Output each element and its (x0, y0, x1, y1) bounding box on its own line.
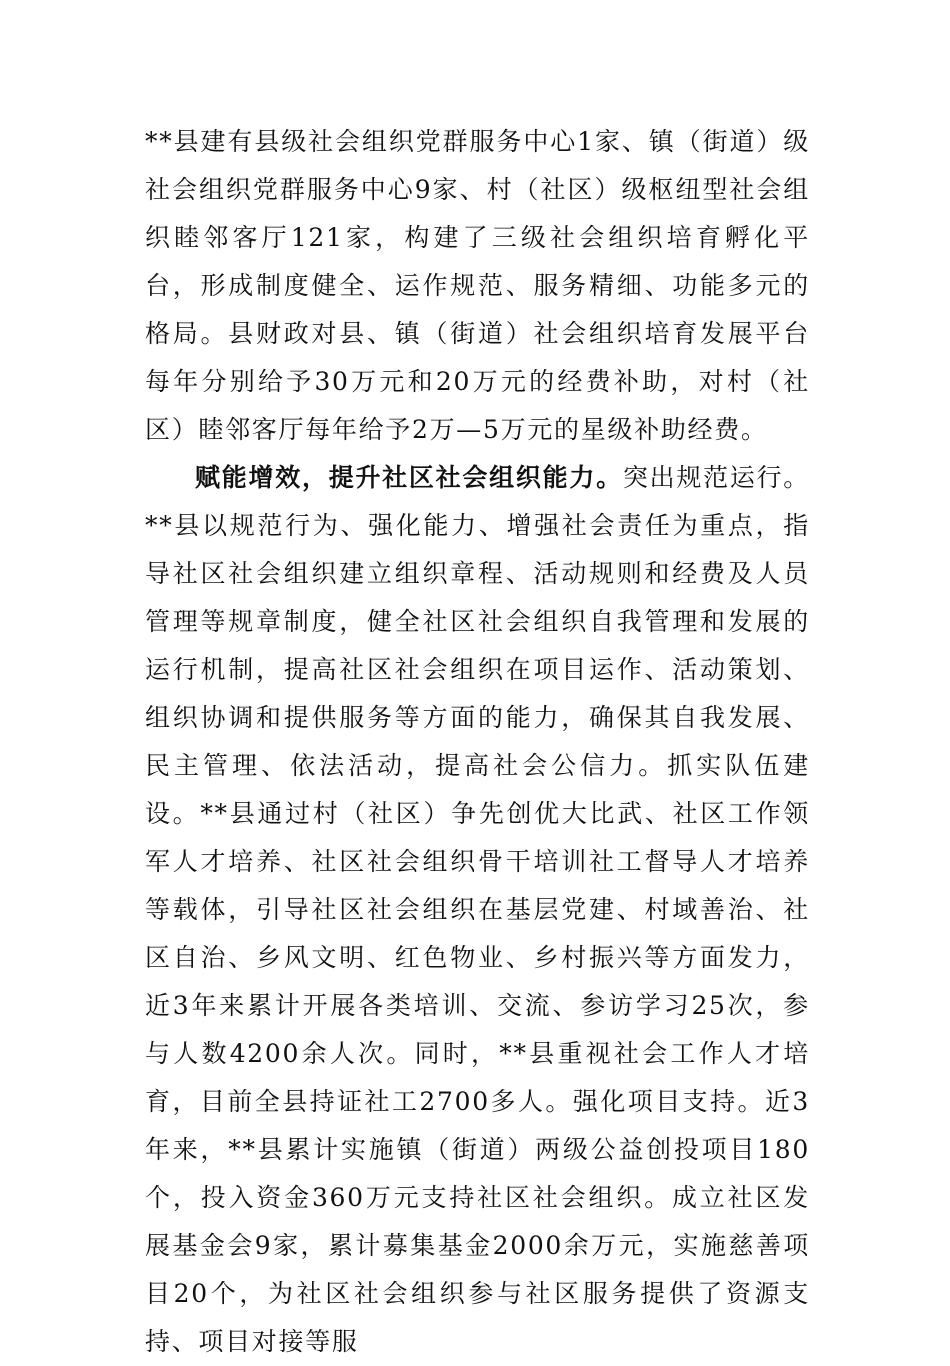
paragraph-empowerment (145, 454, 810, 1366)
document-body (145, 118, 810, 1366)
paragraph-platforms: **县建有县级社会组织党群服务中心1家、镇（街道）级社会组织党群服务中心9家、村（社区）级枢纽型社会组织睦邻客厅121家，构建了三级社会组织培育孵化平台，形成制度健全、运作规范、服务精细、功能多元的格局。县财政对县、镇（街道）社会组织培育发展平台每年分别给予30万元和20万元的经费补助，对村（社区）睦邻客厅每年给予2万—5万元的星级补助经费。 (145, 127, 810, 444)
paragraph-body-text: 突出规范运行。**县以规范行为、强化能力、增强社会责任为重点，指导社区社会组织建立组织章程、活动规则和经费及人员管理等规章制度，健全社区社会组织自我管理和发展的运行机制，提高社区社会组织在项目运作、活动策划、组织协调和提供服务等方面的能力，确保其自我发展、民主管理、依法活动，提高社会公信力。抓实队伍建设。**县通过村（社区）争先创优大比武、社区工作领军人才培养、社区社会组织骨干培训社工督导人才培养等载体，引导社区社会组织在基层党建、村域善治、社区自治、乡风文明、红色物业、乡村振兴等方面发力，近3年来累计开展各类培训、交流、参访学习25次，参与人数4200余人次。同时，**县重视社会工作人才培育，目前全县持证社工2700多人。强化项目支持。近3年来，**县累计实施镇（街道）两级公益创投项目180个，投入资金360万元支持社区社会组织。成立社区发展基金会9家，累计募集基金2000余万元，实施慈善项目20个，为社区社会组织参与社区服务提供了资源支持、项目对接等服 (145, 463, 811, 1356)
paragraph-heading: 赋能增效，提升社区社会组织能力。 (195, 463, 623, 492)
